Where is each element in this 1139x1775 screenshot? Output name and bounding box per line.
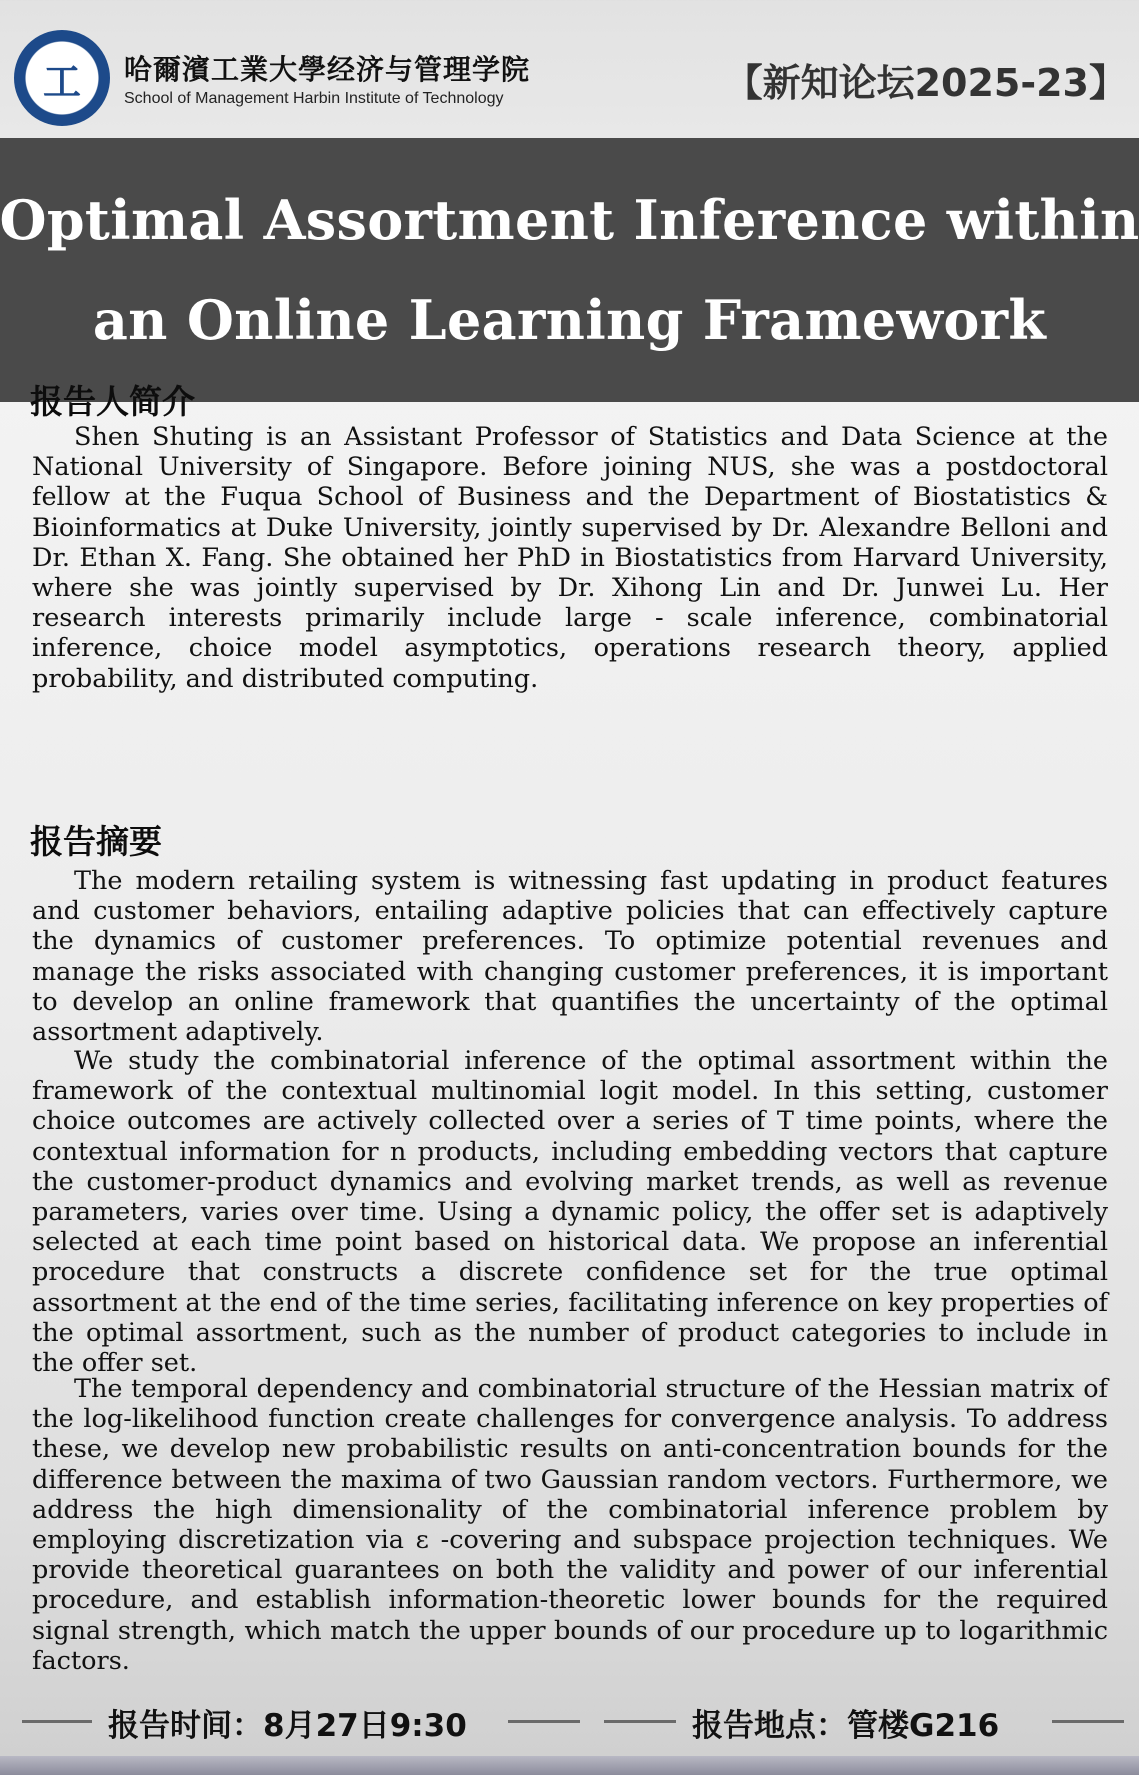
talk-title-line-1: Optimal Assortment Inference within [0,188,1139,252]
footer-rule-left [22,1720,92,1723]
footer-rule-mid-right [604,1720,676,1723]
talk-location: 报告地点：管楼G216 [692,1708,1000,1744]
abstract-paragraph-1: The modern retailing system is witnessing fast updating in product features and customer behaviors, entailing adaptive policies that can effectively capture the dynamics of customer preferences. To optimize potential revenues and manage the risks associated with changing customer preferences, it is important to develop an online framework that quantifies the uncertainty of the optimal assortment adaptively. [32,866,1108,1048]
talk-title-line-2: an Online Learning Framework [92,288,1047,352]
footer [0,1690,1139,1750]
title-banner [0,138,1139,402]
school-name-cn: 哈爾濱工業大學经济与管理学院 [124,53,531,86]
abstract-heading: 报告摘要 [30,822,162,861]
abstract-paragraph-2: We study the combinatorial inference of the optimal assortment within the framework of the contextual multinomial logit model. In this setting, customer choice outcomes are actively collected over a series of T time points, where the contextual information for n products, including embedding vectors that capture the customer-product dynamics and evolving market trends, as well as revenue parameters, varies over time. Using a dynamic policy, the offer set is adaptively selected at each time point based on historical data. We propose an inferential procedure that constructs a discrete confidence set for the true optimal assortment at the end of the time series, facilitating inference on key properties of the optimal assortment, such as the number of product categories to include in the offer set. [32,1046,1108,1379]
school-logo [14,30,110,126]
talk-time: 报告时间：8月27日9:30 [108,1708,467,1744]
school-name-en: School of Management Harbin Institute of Technology [124,90,504,107]
bottom-band [0,1756,1139,1775]
footer-rule-right [1052,1720,1124,1723]
footer-rule-mid-left [508,1720,580,1723]
speaker-bio: Shen Shuting is an Assistant Professor of Statistics and Data Science at the National University of Singapore. Before joining NUS, she was a postdoctoral fellow at the Fuqua School of Business and the Department of Biostatistics & Bioinformatics at Duke University, jointly supervised by Dr. Alexandre Belloni and Dr. Ethan X. Fang. She obtained her PhD in Biostatistics from Harvard University, where she was jointly supervised by Dr. Xihong Lin and Dr. Junwei Lu. Her research interests primarily include large - scale inference, combinatorial inference, choice model asymptotics, operations research theory, applied probability, and distributed computing. [32,422,1108,694]
page-header [0,0,1139,135]
abstract-paragraph-3: The temporal dependency and combinatorial structure of the Hessian matrix of the log-likelihood function create challenges for convergence analysis. To address these, we develop new probabilistic results on anti-concentration bounds for the difference between the maxima of two Gaussian random vectors. Furthermore, we address the high dimensionality of the combinatorial inference problem by employing discretization via ε -covering and subspace projection techniques. We provide theoretical guarantees on both the validity and power of our inferential procedure, and establish information-theoretic lower bounds for the required signal strength, which match the upper bounds of our procedure up to logarithmic factors. [32,1374,1108,1676]
event-code: 【新知论坛2025-23】 [724,61,1127,105]
school-emblem-icon: 工 [42,58,81,104]
speaker-heading: 报告人简介 [30,382,195,421]
